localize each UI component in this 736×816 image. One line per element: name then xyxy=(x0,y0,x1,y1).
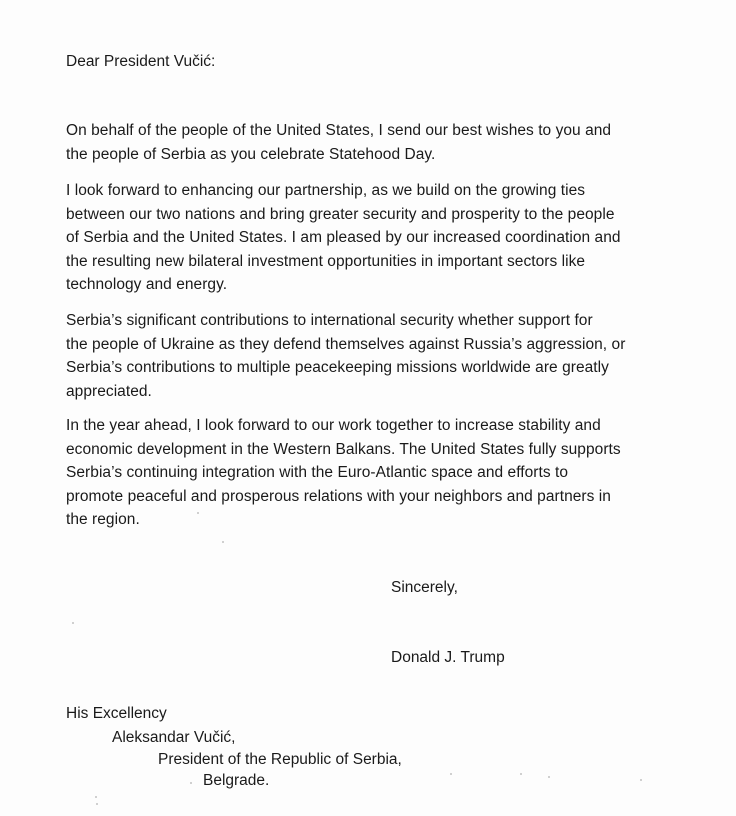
address-line-1: His Excellency xyxy=(66,705,167,722)
paragraph-line: of Serbia and the United States. I am pleased by our increased coordination and xyxy=(66,229,621,246)
body-paragraph-3 xyxy=(66,309,676,403)
paragraph-line: In the year ahead, I look forward to our work together to increase stability and xyxy=(66,417,601,434)
scan-speck xyxy=(96,803,98,805)
closing: Sincerely, xyxy=(391,579,458,596)
paragraph-line: the region. xyxy=(66,511,140,528)
body-paragraph-2 xyxy=(66,179,676,297)
scan-speck xyxy=(72,622,74,624)
paragraph-line: between our two nations and bring greater security and prosperity to the people xyxy=(66,205,615,223)
scan-speck xyxy=(222,541,224,543)
paragraph-line: I look forward to enhancing our partnership, as we build on the growing ties xyxy=(66,182,586,199)
paragraph-line: On behalf of the people of the United States, I send our best wishes to you and xyxy=(66,122,612,139)
paragraph-line: economic development in the Western Balkans. The United States fully supports xyxy=(66,440,621,458)
paragraph-line: Serbia’s contributions to multiple peacekeeping missions worldwide are greatly xyxy=(66,359,609,376)
paragraph-line: technology and energy. xyxy=(66,276,228,293)
paragraph-line: the people of Serbia as you celebrate Statehood Day. xyxy=(66,145,436,163)
signature-name: Donald J. Trump xyxy=(391,649,505,666)
address-line-2: Aleksandar Vučić, xyxy=(112,729,236,746)
salutation: Dear President Vučić: xyxy=(66,53,216,70)
address-line-4: Belgrade. xyxy=(203,772,270,789)
scan-speck xyxy=(548,776,550,778)
paragraph-line: the people of Ukraine as they defend themselves against Russia’s aggression, or xyxy=(66,335,626,353)
scan-speck xyxy=(450,773,452,775)
paragraph-line: promote peaceful and prosperous relations with your neighbors and partners in xyxy=(66,487,611,505)
scan-speck xyxy=(95,796,97,798)
scan-speck xyxy=(640,779,642,781)
paragraph-line: Serbia’s continuing integration with the Euro-Atlantic space and efforts to xyxy=(66,464,569,481)
scan-speck xyxy=(520,773,522,775)
body-paragraph-4 xyxy=(66,414,676,532)
scan-speck xyxy=(197,512,199,514)
paragraph-line: Serbia’s significant contributions to international security whether support for xyxy=(66,312,593,329)
body-paragraph-1 xyxy=(66,119,676,166)
paragraph-line: the resulting new bilateral investment opportunities in important sectors like xyxy=(66,252,586,270)
address-line-3: President of the Republic of Serbia, xyxy=(158,751,402,768)
paragraph-line: appreciated. xyxy=(66,382,152,400)
scan-speck xyxy=(190,782,192,784)
